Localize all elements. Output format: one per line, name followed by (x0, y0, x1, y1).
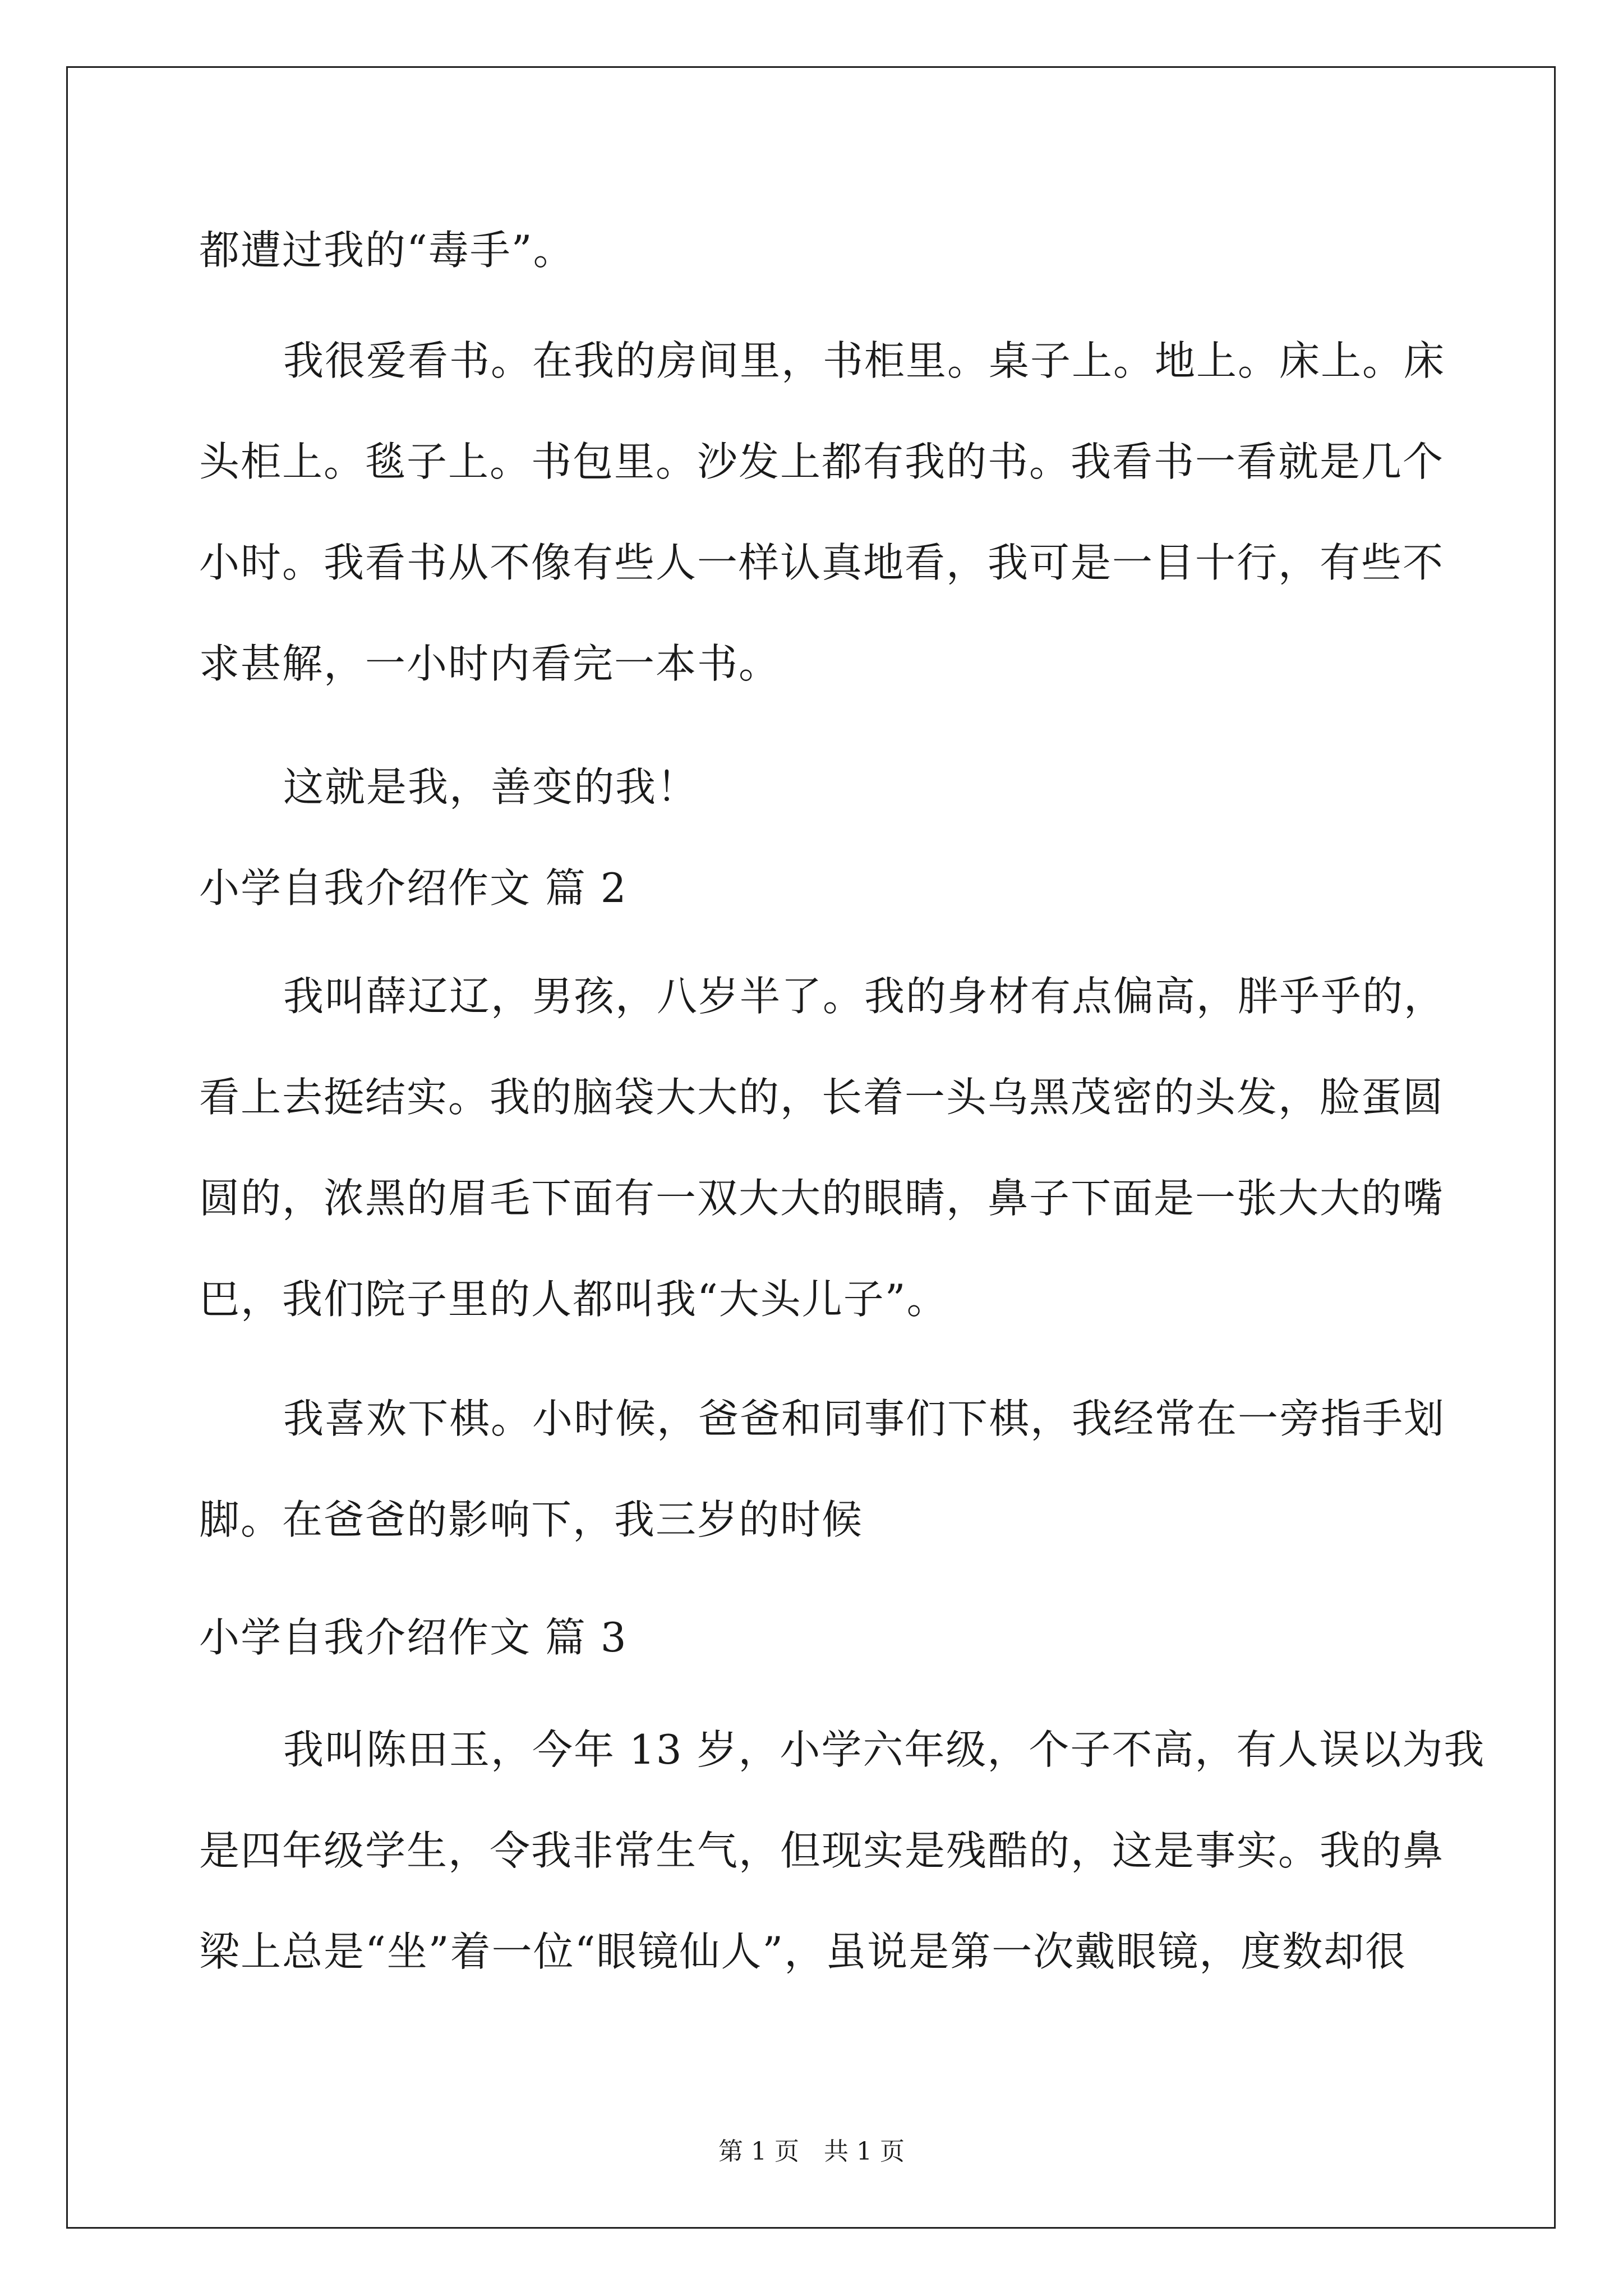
text-line: 是四年级学生，令我非常生气，但现实是残酷的，这是事实。我的鼻 (199, 1827, 1445, 1874)
text-line: 我喜欢下棋。小时候，爸爸和同事们下棋，我经常在一旁指手划 (283, 1395, 1446, 1442)
text-line: 求甚解，一小时内看完一本书。 (199, 640, 781, 687)
text-line: 这就是我，善变的我！ (283, 763, 699, 811)
section-heading: 小学自我介绍作文 篇 2 (199, 864, 628, 912)
text-line: 我很爱看书。在我的房间里，书柜里。桌子上。地上。床上。床 (283, 337, 1446, 384)
text-line: 头柜上。毯子上。书包里。沙发上都有我的书。我看书一看就是几个 (199, 438, 1445, 485)
page-footer: 第 1 页 共 1 页 (718, 2137, 905, 2166)
text-line: 巴，我们院子里的人都叫我“大头儿子”。 (199, 1276, 948, 1323)
text-line: 看上去挺结实。我的脑袋大大的，长着一头乌黑茂密的头发，脸蛋圆 (199, 1074, 1445, 1121)
text-line: 我叫陈田玉，今年 13 岁，小学六年级，个子不高，有人误以为我 (283, 1726, 1486, 1773)
text-line: 圆的，浓黑的眉毛下面有一双大大的眼睛，鼻子下面是一张大大的嘴 (199, 1175, 1445, 1222)
text-line: 脚。在爸爸的影响下，我三岁的时候 (199, 1496, 864, 1543)
text-line: 小时。我看书从不像有些人一样认真地看，我可是一目十行，有些不 (199, 539, 1445, 586)
text-line: 都遭过我的“毒手”。 (199, 227, 575, 274)
section-heading: 小学自我介绍作文 篇 3 (199, 1614, 628, 1661)
page-border (66, 66, 1556, 2229)
text-line: 我叫薛辽辽，男孩，八岁半了。我的身材有点偏高，胖乎乎的， (283, 973, 1446, 1020)
text-line: 梁上总是“坐”着一位“眼镜仙人”，虽说是第一次戴眼镜，度数却很 (199, 1928, 1407, 1975)
